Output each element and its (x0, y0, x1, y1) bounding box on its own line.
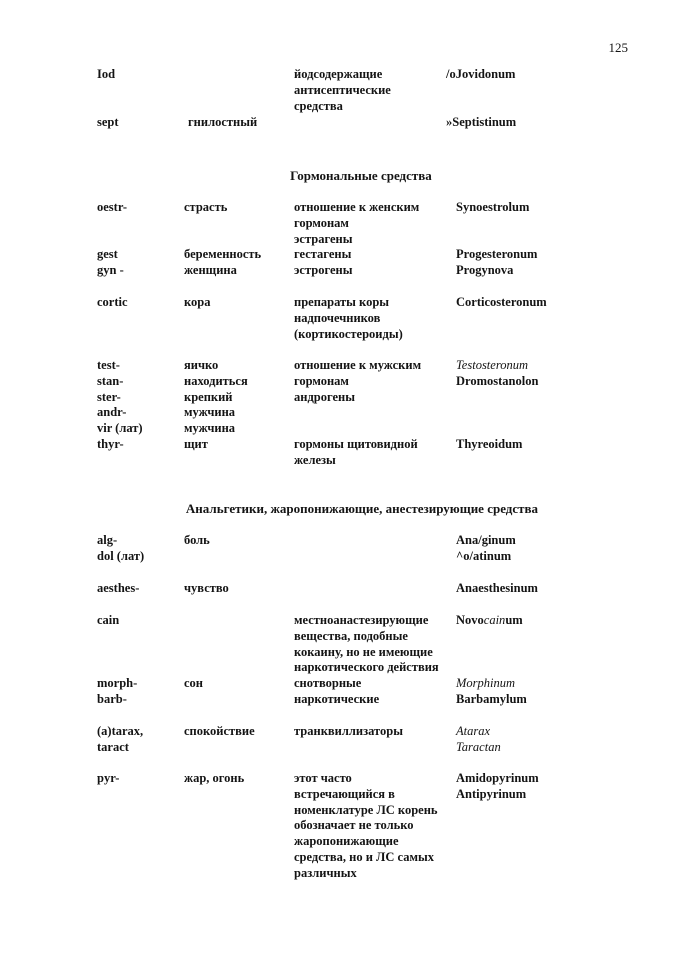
root-cell: Iod (97, 67, 116, 81)
group-cell: гестагены эстрогены (294, 247, 353, 277)
group-cell: йодсодержащие антисептические средства (294, 67, 391, 113)
drug-cell: Novocainum (456, 613, 523, 627)
root-cell: gest gyn - (97, 247, 124, 277)
meaning-cell: сон (184, 676, 204, 690)
root-cell: thyr- (97, 437, 124, 451)
drug-cell: Amidopyrinum Antipyrinum (456, 771, 539, 801)
meaning-cell: яичко находиться крепкий мужчина мужчина (184, 358, 248, 436)
drug-cell: Anaesthesinum (456, 581, 538, 595)
root-cell: aesthes- (97, 581, 140, 595)
meaning-cell: кора (184, 295, 211, 309)
drug-cell: /oJovidonum (446, 67, 516, 81)
group-cell: этот часто встречающийся в номенклатуре ЛС корень обозначает не только жаропонижающие средства, но и ЛС самых различных (294, 771, 438, 880)
meaning-cell: боль (184, 533, 210, 547)
group-cell: отношение к мужским гормонам андрогены (294, 358, 422, 404)
root-cell: (a)tarax, taract (97, 724, 144, 754)
root-cell: oestr- (97, 200, 128, 214)
root-cell: pyr- (97, 771, 120, 785)
drug-cell: Synoestrolum (456, 200, 530, 214)
meaning-cell: спокойствие (184, 724, 255, 738)
section-title-hormonal: Гормональные средства (290, 168, 432, 183)
group-cell: отношение к женским гормонам эстрагены (294, 200, 420, 246)
group-cell: местноанастезирующие вещества, подобные кокаину, но не имеющие наркотического действия (294, 613, 439, 675)
root-cell: cain (97, 613, 120, 627)
meaning-cell: жар, огонь (184, 771, 245, 785)
root-cell: cortic (97, 295, 128, 309)
group-cell: транквиллизаторы (294, 724, 403, 738)
page-number: 125 (608, 40, 628, 55)
meaning-cell: страсть (184, 200, 228, 214)
drug-cell: Corticosteronum (456, 295, 547, 309)
meaning-cell: гнилостный (188, 115, 258, 129)
drug-cell: Thyreoidum (456, 437, 523, 451)
group-cell: снотворные наркотические (294, 676, 380, 706)
root-cell: alg- dol (лат) (97, 533, 145, 563)
meaning-cell: щит (184, 437, 208, 451)
drug-cell: Atarax Taractan (456, 724, 501, 754)
drug-cell: Testosteronum Dromostanolon (456, 358, 539, 388)
root-cell: test- stan- ster- andr- vir (лат) (97, 358, 143, 436)
root-cell: morph- barb- (97, 676, 138, 706)
drug-cell: Progesteronum Progynova (456, 247, 538, 277)
meaning-cell: чувство (184, 581, 229, 595)
meaning-cell: беременность женщина (184, 247, 262, 277)
group-cell: препараты коры надпочечников (кортикостероиды) (294, 295, 403, 341)
drug-cell: Ana/ginum ^o/atinum (456, 533, 516, 563)
drug-cell: Morphinum Barbamylum (456, 676, 527, 706)
section-title-analgesic: Анальгетики, жаропонижающие, анестезирующие средства (185, 501, 539, 516)
drug-cell: »Septistinum (446, 115, 517, 129)
root-cell: sept (97, 115, 119, 129)
group-cell: гормоны щитовидной железы (294, 437, 418, 467)
